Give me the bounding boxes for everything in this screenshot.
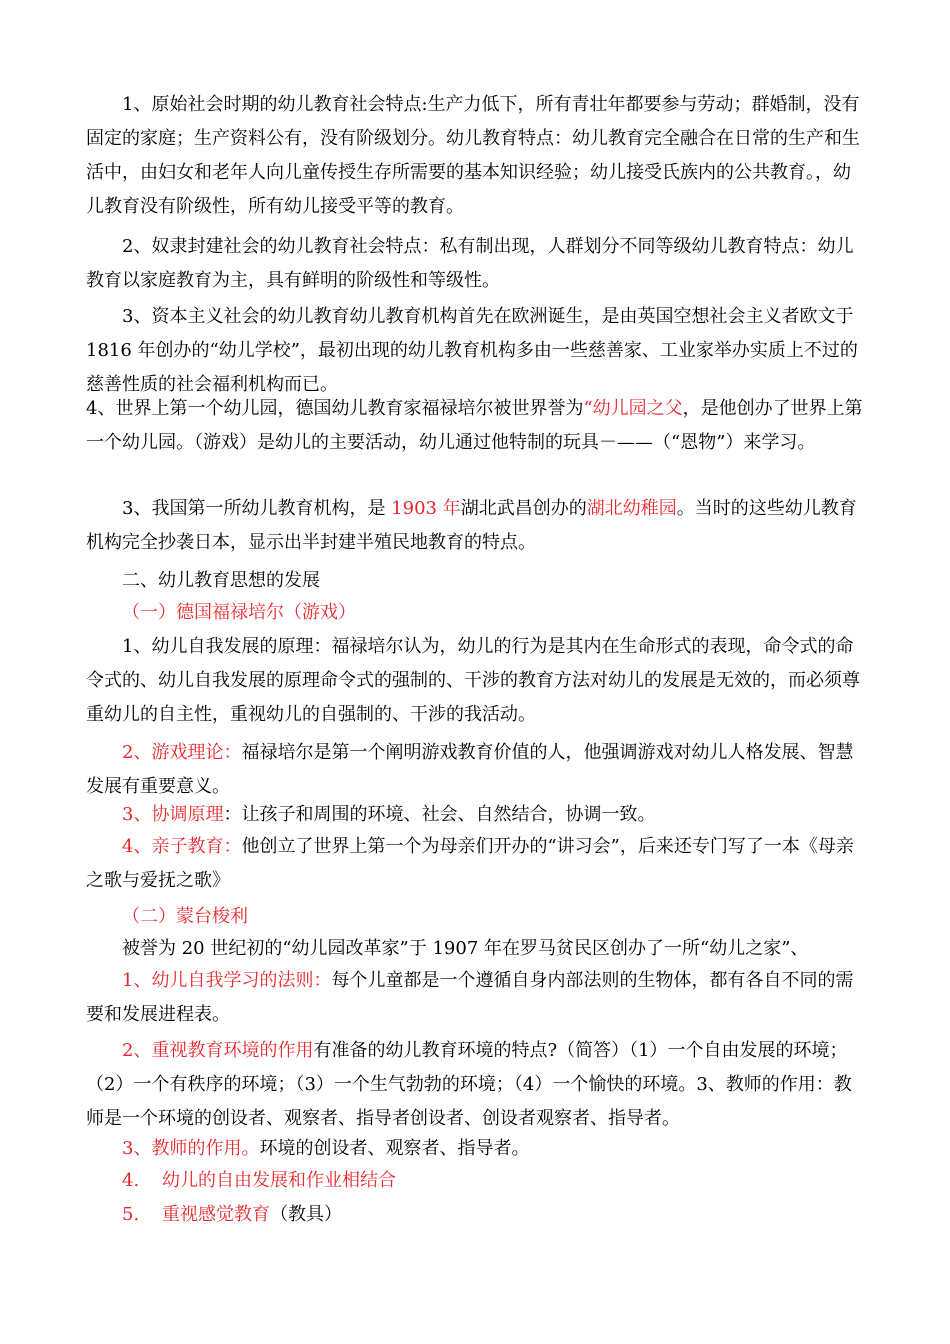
text-run: 有准备的幼儿教育环境的特点?（简答）（1）一个自由发展的环境；（2）一个有秩序的环境；（3）一个生气勃勃的环境；（4）一个愉快的环境。3、教师的作用：教师是一个环境的创设者、观察者、指导者创设者、创设者观察者、指导者。 [86, 1040, 852, 1129]
text-run: 1、原始社会时期的幼儿教育社会特点:生产力低下，所有青壮年都要参与劳动；群婚制，没有固定的家庭；生产资料公有，没有阶级划分。幼儿教育特点：幼儿教育完全融合在日常的生产和生活中，由妇女和老年人向儿童传授生存所需要的基本知识经验；幼儿接受氏族内的公共教育。，幼儿教育没有阶级性，所有幼儿接受平等的教育。 [86, 94, 860, 217]
highlighted-text: 湖北幼稚园 [586, 498, 677, 519]
highlighted-text: （二）蒙台梭利 [122, 906, 248, 927]
paragraph [86, 230, 866, 298]
text-run: 福禄培尔是第一个阐明游戏教育价值的人，他强调游戏对幼儿人格发展、智慧发展有重要意义。 [86, 742, 854, 797]
text-run: 3、我国第一所幼儿教育机构，是 [122, 498, 392, 519]
paragraph [86, 964, 866, 1032]
highlighted-text: （一）德国福禄培尔（游戏） [122, 602, 356, 623]
paragraph [86, 932, 866, 966]
paragraph [86, 1164, 866, 1198]
text-run: 二、幼儿教育思想的发展 [122, 570, 320, 591]
paragraph [86, 1198, 866, 1232]
text-run: 3、资本主义社会的幼儿教育幼儿教育机构首先在欧洲诞生，是由英国空想社会主义者欧文于 1816 年创办的“幼儿学校”，最初出现的幼儿教育机构多由一些慈善家、工业家举办实质上不过的慈善性质的社会福利机构而已。 [86, 306, 858, 395]
text-run: 2、奴隶封建社会的幼儿教育社会特点：私有制出现，人群划分不同等级幼儿教育特点：幼儿教育以家庭教育为主，具有鲜明的阶级性和等级性。 [86, 236, 854, 291]
paragraph [86, 798, 866, 832]
paragraph [86, 830, 866, 898]
highlighted-text: 2、游戏理论： [122, 742, 242, 763]
paragraph [86, 1132, 866, 1166]
highlighted-text: “幼儿园之父 [583, 398, 683, 419]
paragraph [86, 392, 866, 460]
text-run: ：让孩子和周围的环境、社会、自然结合，协调一致。 [223, 804, 656, 825]
paragraph [86, 300, 866, 402]
paragraph [86, 1034, 866, 1136]
paragraph [86, 630, 866, 732]
text-run: （教具） [270, 1204, 343, 1225]
paragraph [86, 492, 866, 560]
highlighted-text: 4. 幼儿的自由发展和作业相结合 [122, 1170, 397, 1191]
paragraph [86, 596, 866, 630]
highlighted-text: 1903 年 [391, 498, 461, 519]
highlighted-text: 2、重视教育环境的作用 [122, 1040, 314, 1061]
paragraph [86, 88, 866, 224]
paragraph [86, 564, 866, 598]
highlighted-text: 3、教师的作用。 [122, 1138, 260, 1159]
text-run: 湖北武昌创办的 [460, 498, 587, 519]
text-run: 他创立了世界上第一个为母亲们开办的“讲习会”，后来还专门写了一本《母亲之歌与爱抚之歌》 [86, 836, 854, 891]
text-run: 环境的创设者、观察者、指导者。 [259, 1138, 530, 1159]
paragraph [86, 900, 866, 934]
paragraph [86, 736, 866, 804]
text-run: 4、世界上第一个幼儿园，德国幼儿教育家福禄培尔被世界誉为 [86, 398, 584, 419]
text-run: 每个儿童都是一个遵循自身内部法则的生物体，都有各自不同的需要和发展进程表。 [86, 970, 854, 1025]
text-run: 。当时的这些幼儿教育机构完全抄袭日本，显示出半封建半殖民地教育的特点。 [86, 498, 857, 553]
highlighted-text: 1、幼儿自我学习的法则： [122, 970, 332, 991]
text-run: 1、幼儿自我发展的原理：福禄培尔认为，幼儿的行为是其内在生命形式的表现，命令式的命令式的、幼儿自我发展的原理命令式的强制的、干涉的教育方法对幼儿的发展是无效的，而必须尊重幼儿的自主性，重视幼儿的自强制的、干涉的我活动。 [86, 636, 860, 725]
text-run: 被誉为 20 世纪初的“幼儿园改革家”于 1907 年在罗马贫民区创办了一所“幼儿之家”、 [122, 938, 809, 959]
text-run: ，是他创办了世界上第一个幼儿园。（游戏）是幼儿的主要活动，幼儿通过他特制的玩具－——（“恩物”）来学习。 [86, 398, 863, 453]
highlighted-text: 4、亲子教育： [122, 836, 242, 857]
highlighted-text: 3、协调原理 [122, 804, 224, 825]
highlighted-text: 5. 重视感觉教育 [122, 1204, 271, 1225]
